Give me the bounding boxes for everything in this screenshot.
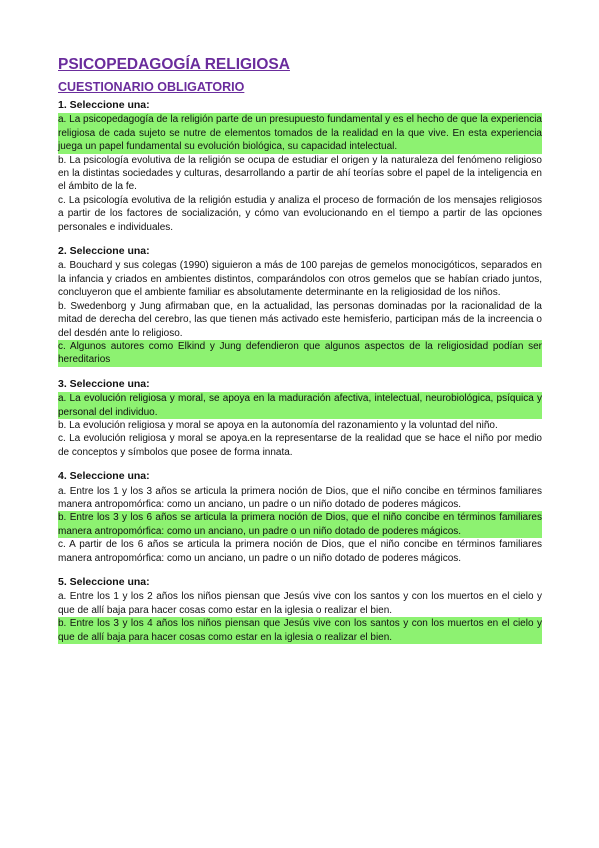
- answer-option: c. La psicología evolutiva de la religión estudia y analiza el proceso de formación de los mensajes religiosos a partir de los factores de socialización, y cómo van evolucionando en el tiempo a partir de las opciones personales e individuales.: [58, 194, 542, 233]
- question-1: [58, 99, 542, 234]
- answer-option: c. A partir de los 6 años se articula la primera noción de Dios, que el niño concibe en términos familiares manera antropomórfica: como un anciano, un padre o un niño dotado de poderes mágicos.: [58, 539, 542, 564]
- question-heading: 4. Seleccione una:: [58, 470, 150, 483]
- question-heading: 1. Seleccione una:: [58, 99, 150, 111]
- answer-option: c. Algunos autores como Elkind y Jung defendieron que algunos aspectos de la religiosidad podían ser hereditarios: [58, 340, 542, 366]
- document-subtitle: CUESTIONARIO OBLIGATORIO: [58, 80, 245, 94]
- document-title: PSICOPEDAGOGÍA RELIGIOSA: [58, 56, 290, 73]
- answer-option: b. Swedenborg y Jung afirmaban que, en la actualidad, las personas dominadas por la racionalidad de la mitad de derecha del cerebro, las que tienen más activado este hemisferio, participan más de la increencia o del desdén ante lo religioso.: [58, 300, 542, 339]
- question-heading: 2. Seleccione una:: [58, 245, 150, 258]
- question-heading: 5. Seleccione una:: [58, 576, 150, 588]
- answer-option: b. Entre los 3 y los 4 años los niños piensan que Jesús vive con los santos y con los muertos en el cielo y que de allí baja para hacer cosas como estar en la iglesia o realizar el bien.: [58, 618, 542, 643]
- document-page: [58, 56, 542, 655]
- answer-option: a. Entre los 1 y los 2 años los niños piensan que Jesús vive con los santos y con los muertos en el cielo y que de allí baja para hacer cosas como estar en la iglesia o realizar el bien.: [58, 591, 542, 616]
- answer-option: b. La psicología evolutiva de la religión se ocupa de estudiar el origen y la naturaleza del fenómeno religioso en la distintas sociedades y culturas, desarrollando a partir de ahí teorías sobre el papel de la inteligencia en el ámbito de la fe.: [58, 154, 542, 193]
- answer-option: b. La evolución religiosa y moral se apoya en la autonomía del razonamiento y la voluntad del niño.: [58, 419, 498, 431]
- answer-option: a. La evolución religiosa y moral, se apoya en la maduración afectiva, intelectual, neurobiológica, psíquica y personal del individuo.: [58, 393, 542, 418]
- answer-option: a. Entre los 1 y los 3 años se articula la primera noción de Dios, que el niño concibe en términos familiares manera antropomórfica: como un anciano, un padre o un niño dotado de poderes mágicos.: [58, 485, 542, 510]
- question-3: [58, 378, 542, 459]
- question-5: [58, 576, 542, 644]
- answer-option: a. La psicopedagogía de la religión parte de un presupuesto fundamental y es el hecho de que la experiencia religiosa de cada sujeto se nutre de elementos tomados de la realidad en la que vive. En esta experiencia juega un papel fundamental su evolución biológica, su capacidad intelectual.: [58, 114, 542, 153]
- question-2: [58, 245, 542, 367]
- answer-option: a. Bouchard y sus colegas (1990) siguieron a más de 100 parejas de gemelos monocigóticos, separados en la infancia y criados en ambientes distintos, comparándolos con otros gemelos que se habían criado juntos, concluyeron que el ambiente familiar es absolutamente determinante en la religiosidad de los niños.: [58, 260, 542, 299]
- question-heading: 3. Seleccione una:: [58, 377, 150, 390]
- answer-option: c. La evolución religiosa y moral se apoya.en la representarse de la realidad que se hace el niño por medio de conceptos y símbolos que posee de forma innata.: [58, 433, 542, 458]
- question-4: [58, 470, 542, 565]
- answer-option: b. Entre los 3 y los 6 años se articula la primera noción de Dios, que el niño concibe en términos familiares manera antropomórfica: como un anciano, un padre o un niño dotado de poderes mágicos.: [58, 512, 542, 537]
